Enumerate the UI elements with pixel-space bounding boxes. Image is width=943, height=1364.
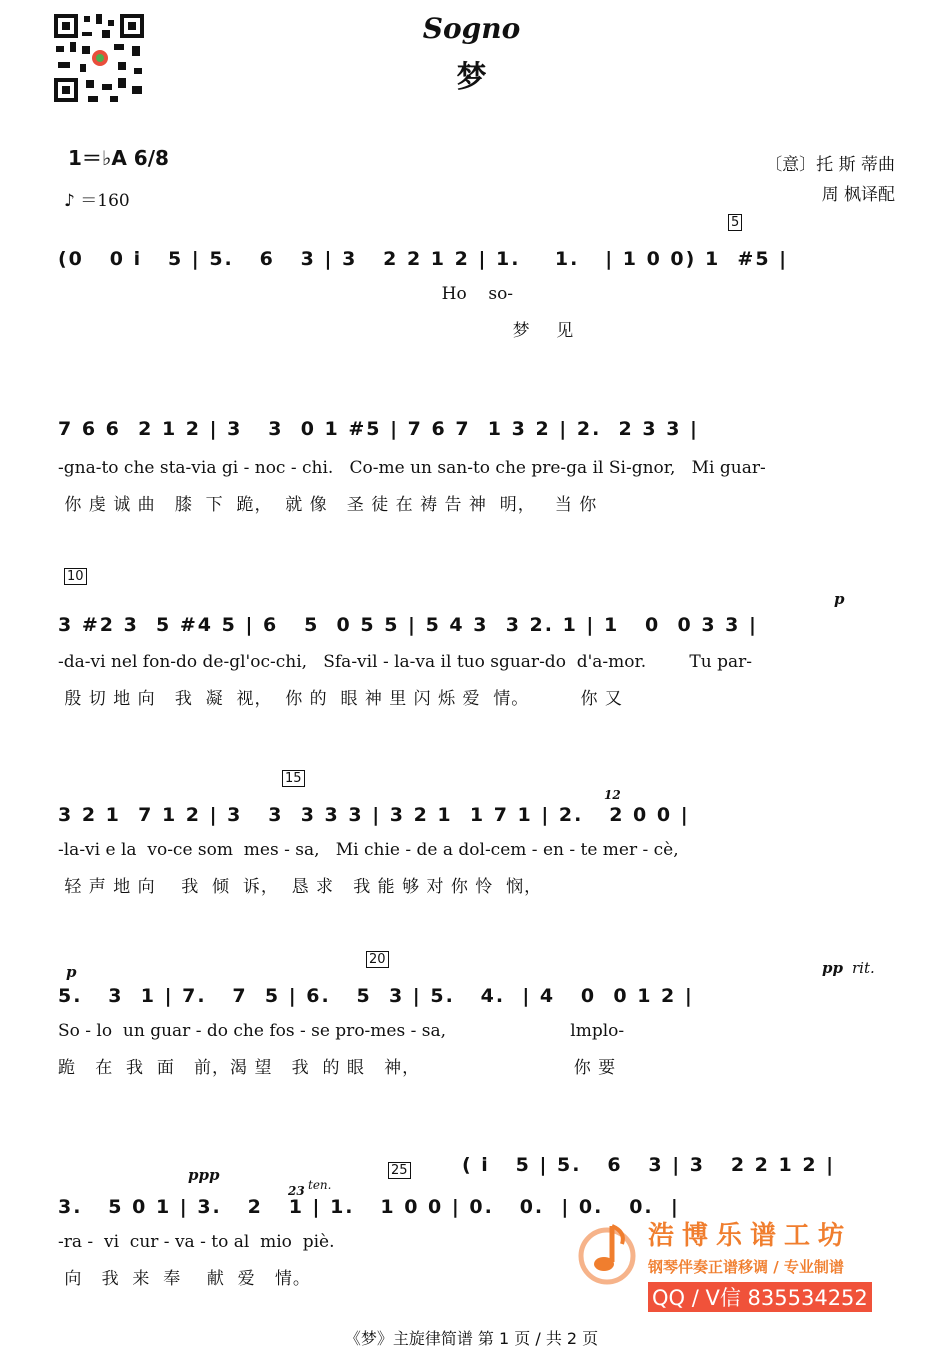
measure-number: 25 bbox=[388, 1162, 411, 1179]
lyrics-chinese: 你 虔 诚 曲 膝 下 跪， 就 像 圣 徒 在 祷 告 神 明， 当 你 bbox=[58, 495, 598, 515]
notes-line-upper: ( i 5 | 5. 6 3 | 3 2 2 1 2 | bbox=[462, 1154, 836, 1176]
title-chinese: 梦 bbox=[456, 60, 487, 95]
page-footer: 《梦》主旋律简谱 第 1 页 / 共 2 页 bbox=[344, 1329, 599, 1348]
measure-number: 5 bbox=[728, 214, 742, 231]
dynamic-marking: ppp bbox=[188, 1166, 220, 1184]
tempo-marking: ♪ ＝160 bbox=[64, 191, 130, 211]
measure-number: 15 bbox=[282, 770, 305, 787]
dynamic-marking: p bbox=[66, 963, 77, 981]
lyrics-chinese: 殷 切 地 向 我 凝 视， 你 的 眼 神 里 闪 烁 爱 情。 你 又 bbox=[58, 689, 623, 709]
watermark-contact: QQ / V信 835534252 bbox=[648, 1282, 872, 1312]
lyrics-italian: -da-vi nel fon-do de-gl'oc-chi, Sfa-vil - la-va il tuo sguar-do d'a-mor. Tu par- bbox=[58, 652, 752, 672]
lyrics-chinese: 梦 见 bbox=[58, 321, 575, 341]
arranger-line: 周 枫译配 bbox=[821, 185, 895, 205]
lyrics-chinese: 向 我 来 奉 献 爱 情。 bbox=[58, 1269, 311, 1289]
dynamic-marking: p bbox=[834, 590, 845, 608]
watermark-slogan: 钢琴伴奏正谱移调 / 专业制谱 bbox=[648, 1258, 844, 1276]
notes-line: 3 #2 3 5 #4 5 | 6 5 0 5 5 | 5 4 3 3 2. 1 | 1 0 0 3 3 | bbox=[58, 614, 758, 636]
key-signature: 1＝♭A 6/8 bbox=[68, 146, 169, 170]
lyrics-chinese: 跪 在 我 面 前，渴 望 我 的 眼 神， 你 要 bbox=[58, 1058, 617, 1078]
dynamic-marking: pp bbox=[822, 959, 843, 977]
lyrics-italian: So - lo un guar - do che fos - se pro-mes - sa, lmplo- bbox=[58, 1021, 625, 1041]
rit-marking: rit. bbox=[852, 959, 875, 977]
watermark-name: 浩博乐谱工坊 bbox=[648, 1221, 853, 1251]
title-italian: Sogno bbox=[422, 12, 521, 45]
notes-line: 5. 3 1 | 7. 7 5 | 6. 5 3 | 5. 4. | 4 0 0 1 2 | bbox=[58, 985, 694, 1007]
lyrics-italian: Ho so- bbox=[58, 284, 514, 304]
measure-number: 10 bbox=[64, 568, 87, 585]
grace-note: 23 bbox=[288, 1184, 305, 1198]
measure-number: 20 bbox=[366, 951, 389, 968]
lyrics-italian: -gna-to che sta-via gi - noc - chi. Co-me un san-to che pre-ga il Si-gnor, Mi guar- bbox=[58, 458, 766, 478]
ten-marking: ten. bbox=[308, 1178, 332, 1192]
notes-line: 3 2 1 7 1 2 | 3 3 3 3 3 | 3 2 1 1 7 1 | 2. 2 0 0 | bbox=[58, 804, 690, 826]
lyrics-chinese: 轻 声 地 向 我 倾 诉， 恳 求 我 能 够 对 你 怜 悯， bbox=[58, 877, 543, 897]
lyrics-italian: -ra - vi cur - va - to al mio piè. bbox=[58, 1232, 335, 1252]
lyrics-italian: -la-vi e la vo-ce som mes - sa, Mi chie - de a dol-cem - en - te mer - cè, bbox=[58, 840, 679, 860]
grace-note: 12 bbox=[604, 788, 621, 802]
notes-line: 3. 5 0 1 | 3. 2 1 | 1. 1 0 0 | 0. 0. | 0. 0. | bbox=[58, 1196, 680, 1218]
music-note-logo-icon bbox=[572, 1218, 642, 1288]
composer-line: 〔意〕托 斯 蒂曲 bbox=[765, 155, 895, 175]
composer-credit bbox=[765, 150, 895, 210]
notes-line: (0 0 i 5 | 5. 6 3 | 3 2 2 1 2 | 1. 1. | 1 0 0) 1 #5 | bbox=[58, 248, 789, 270]
notes-line: 7 6 6 2 1 2 | 3 3 0 1 #5 | 7 6 7 1 3 2 | 2. 2 3 3 | bbox=[58, 418, 699, 440]
